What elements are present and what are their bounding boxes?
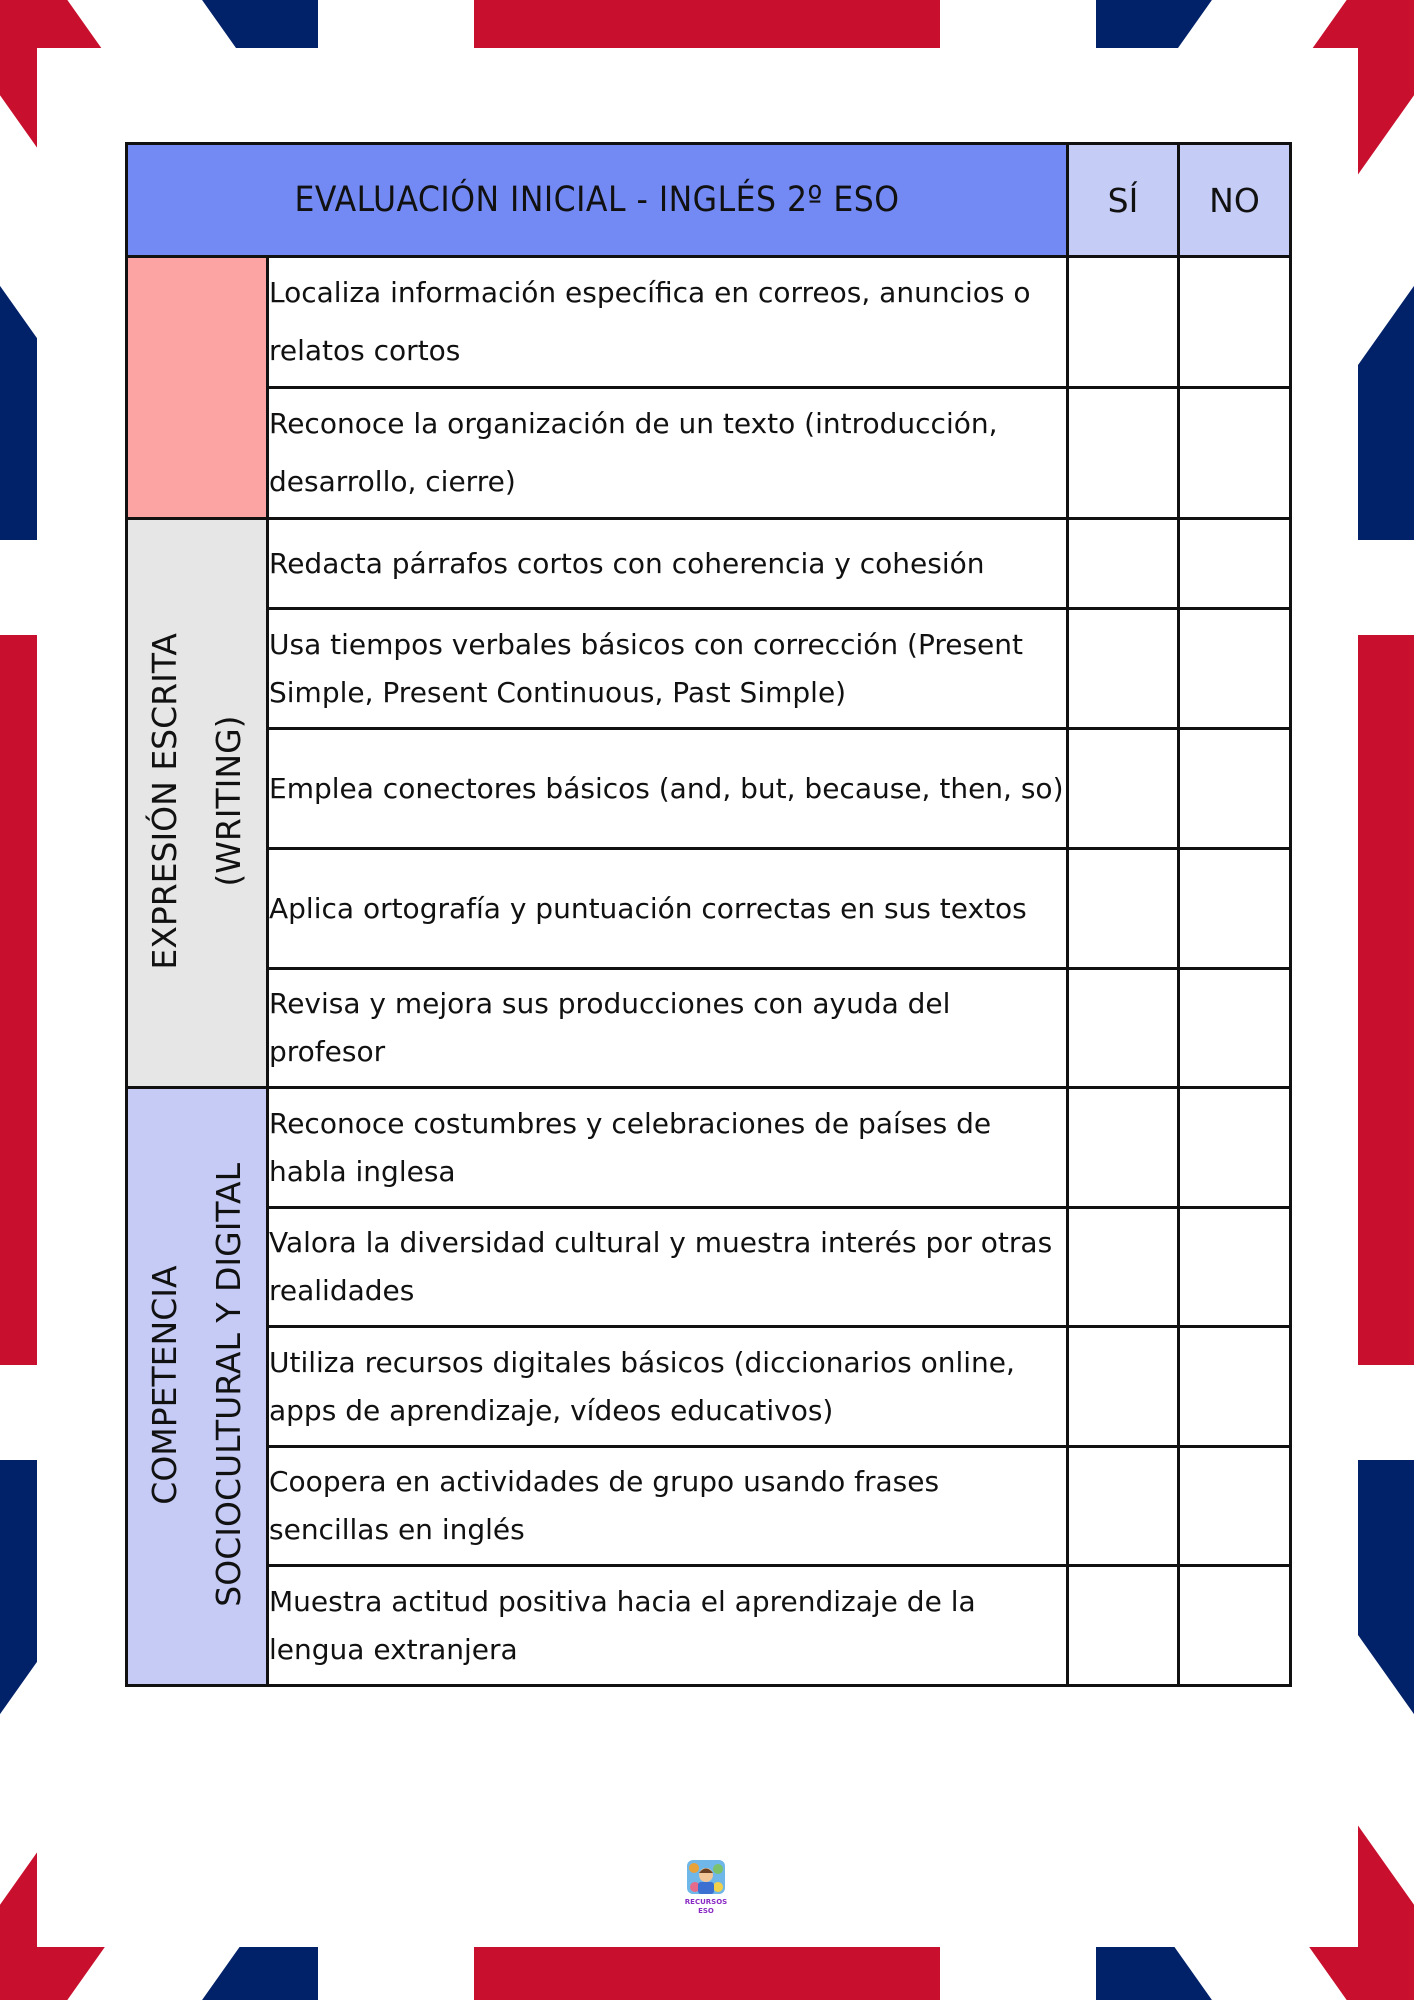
no-checkbox-cell[interactable] bbox=[1179, 729, 1291, 849]
yes-checkbox-cell[interactable] bbox=[1068, 729, 1179, 849]
yes-checkbox-cell[interactable] bbox=[1068, 519, 1179, 609]
no-checkbox-cell[interactable] bbox=[1179, 257, 1291, 388]
criterion-text: Utiliza recursos digitales básicos (diccionarios online, apps de aprendizaje, vídeos educativos) bbox=[268, 1327, 1068, 1447]
table-row bbox=[127, 1088, 1291, 1208]
yes-checkbox-cell[interactable] bbox=[1068, 1208, 1179, 1327]
yes-checkbox-cell[interactable] bbox=[1068, 969, 1179, 1088]
yes-checkbox-cell[interactable] bbox=[1068, 257, 1179, 388]
yes-checkbox-cell[interactable] bbox=[1068, 849, 1179, 969]
no-column-header: NO bbox=[1179, 144, 1291, 257]
table-row bbox=[127, 849, 1291, 969]
table-row bbox=[127, 257, 1291, 388]
criterion-text: Aplica ortografía y puntuación correctas en sus textos bbox=[268, 849, 1068, 969]
table-row bbox=[127, 1327, 1291, 1447]
table-row bbox=[127, 1447, 1291, 1566]
table-row bbox=[127, 388, 1291, 519]
svg-text:ESO: ESO bbox=[698, 1907, 714, 1915]
category-label-line: EXPRESIÓN ESCRITA bbox=[145, 632, 184, 970]
category-writing-cell bbox=[127, 519, 268, 1088]
criterion-text: Usa tiempos verbales básicos con corrección (Present Simple, Present Continuous, Past Simple) bbox=[268, 609, 1068, 729]
no-checkbox-cell[interactable] bbox=[1179, 1566, 1291, 1686]
yes-checkbox-cell[interactable] bbox=[1068, 609, 1179, 729]
category-label-line: SOCIOCULTURAL Y DIGITAL bbox=[209, 1162, 248, 1607]
criterion-text: Localiza información específica en correos, anuncios o relatos cortos bbox=[268, 257, 1068, 388]
table-row bbox=[127, 519, 1291, 609]
criterion-text: Reconoce la organización de un texto (introducción, desarrollo, cierre) bbox=[268, 388, 1068, 519]
table-row bbox=[127, 969, 1291, 1088]
category-label-line: (WRITING) bbox=[209, 715, 248, 887]
criterion-text: Coopera en actividades de grupo usando frases sencillas en inglés bbox=[268, 1447, 1068, 1566]
table-row bbox=[127, 1566, 1291, 1686]
table-row bbox=[127, 729, 1291, 849]
yes-column-header: SÍ bbox=[1068, 144, 1179, 257]
criterion-text: Muestra actitud positiva hacia el aprendizaje de la lengua extranjera bbox=[268, 1566, 1068, 1686]
yes-checkbox-cell[interactable] bbox=[1068, 1327, 1179, 1447]
category-socio-label bbox=[133, 1163, 261, 1607]
category-writing-label bbox=[133, 633, 261, 970]
no-checkbox-cell[interactable] bbox=[1179, 1447, 1291, 1566]
svg-text:RECURSOS: RECURSOS bbox=[685, 1898, 727, 1906]
criterion-text: Valora la diversidad cultural y muestra interés por otras realidades bbox=[268, 1208, 1068, 1327]
yes-checkbox-cell[interactable] bbox=[1068, 388, 1179, 519]
no-checkbox-cell[interactable] bbox=[1179, 609, 1291, 729]
no-checkbox-cell[interactable] bbox=[1179, 849, 1291, 969]
no-checkbox-cell[interactable] bbox=[1179, 1208, 1291, 1327]
no-checkbox-cell[interactable] bbox=[1179, 1088, 1291, 1208]
criterion-text: Redacta párrafos cortos con coherencia y cohesión bbox=[268, 519, 1068, 609]
no-checkbox-cell[interactable] bbox=[1179, 388, 1291, 519]
no-checkbox-cell[interactable] bbox=[1179, 519, 1291, 609]
header-row bbox=[127, 144, 1291, 257]
yes-checkbox-cell[interactable] bbox=[1068, 1088, 1179, 1208]
recursos-eso-logo-icon bbox=[685, 1858, 727, 1916]
criterion-text: Reconoce costumbres y celebraciones de países de habla inglesa bbox=[268, 1088, 1068, 1208]
yes-checkbox-cell[interactable] bbox=[1068, 1447, 1179, 1566]
category-socio-cell bbox=[127, 1088, 268, 1686]
category-label-line: COMPETENCIA bbox=[145, 1264, 184, 1505]
yes-checkbox-cell[interactable] bbox=[1068, 1566, 1179, 1686]
no-checkbox-cell[interactable] bbox=[1179, 1327, 1291, 1447]
table-row bbox=[127, 1208, 1291, 1327]
criterion-text: Emplea conectores básicos (and, but, because, then, so) bbox=[268, 729, 1068, 849]
category-reading-cell bbox=[127, 257, 268, 519]
evaluation-table bbox=[125, 142, 1292, 1687]
table-title: EVALUACIÓN INICIAL - INGLÉS 2º ESO bbox=[127, 144, 1068, 257]
table-row bbox=[127, 609, 1291, 729]
no-checkbox-cell[interactable] bbox=[1179, 969, 1291, 1088]
criterion-text: Revisa y mejora sus producciones con ayuda del profesor bbox=[268, 969, 1068, 1088]
